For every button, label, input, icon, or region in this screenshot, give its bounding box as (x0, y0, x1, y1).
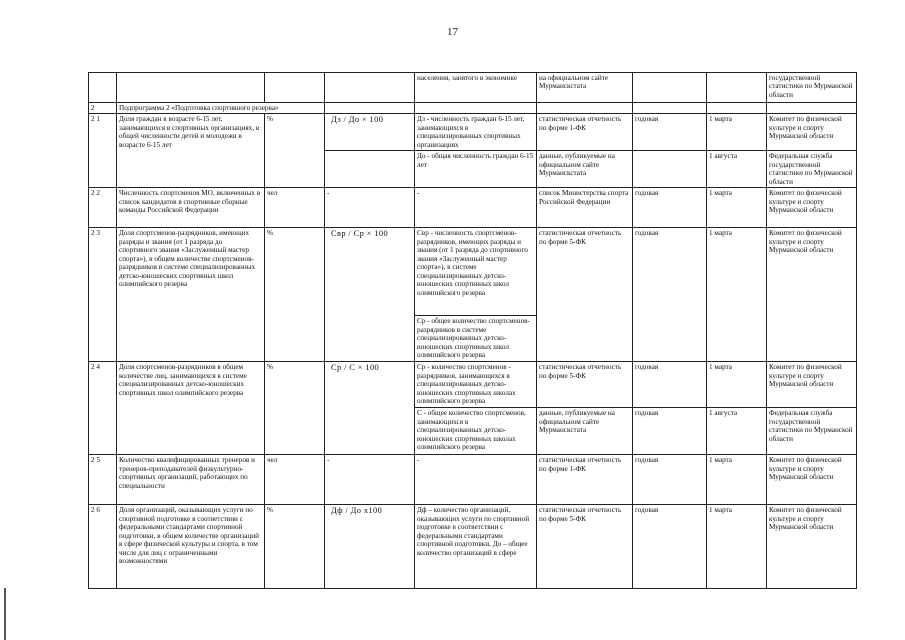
indicator-name: Доля спортсменов-разрядников, имеющих разряды и звания (от 1 разряда до спортивного звания «Заслуженный мастер спорта»), в общем количестве спортсменов-разрядников в системе специализированных детско-юношеских спортивных школ олимпийского резерва (117, 228, 265, 362)
row-number: 2 4 (89, 362, 117, 455)
source-cell: статистическая отчетность по форме 5-ФК (537, 505, 633, 589)
row-number: 2 1 (89, 114, 117, 188)
table-row (89, 73, 857, 103)
unit-cell: чел (265, 455, 325, 505)
table-row (89, 188, 857, 228)
period-cell: годовая (633, 228, 707, 362)
source-cell: статистическая отчетность по форме 1-ФК (537, 455, 633, 505)
date-cell: 1 марта (707, 362, 767, 408)
table-row (89, 455, 857, 505)
page-number: 17 (447, 26, 458, 38)
responsible-cell: государственной статистики по Мурманской области (767, 73, 857, 103)
date-cell: 1 марта (707, 114, 767, 151)
subprogram-title: Подпрограмма 2 «Подготовка спортивного резерва» (117, 103, 325, 114)
definition-cell: Свр - численность спортсменов-разрядников, имеющих разряды и звания (от 1 разряда до спортивного звания «Заслуженный мастер спорта»), в системе специализированных детско-юношеских спортивных школ олимпийского резерва (415, 228, 537, 316)
unit-cell: чел (265, 188, 325, 228)
period-cell: годовая (633, 408, 707, 455)
period-cell: годовая (633, 114, 707, 151)
indicator-name: Доля организаций, оказывающих услуги по спортивной подготовке в соответствии с федеральными стандартами спортивной подготовки, в общем количестве организаций в сфере физической культуры и спорта, в том числе для лиц с ограниченными возможностями (117, 505, 265, 589)
formula-cell: Ср / С × 100 (325, 362, 415, 455)
formula-cell: - (325, 455, 415, 505)
indicator-name: Количество квалифицированных тренеров и тренеров-преподавателей физкультурно-спортивных организаций, работающих по специальности (117, 455, 265, 505)
definition-cell: Дф – количество организаций, оказывающих услуги по спортивной подготовке в соответствии с федеральными стандартами спортивной подготовки, До – общее количество организаций в сфере (415, 505, 537, 589)
scan-edge-mark (4, 588, 6, 640)
period-cell: годовая (633, 505, 707, 589)
row-number: 2 2 (89, 188, 117, 228)
indicator-name: Численность спортсменов МО, включенных в список кандидатов в спортивные сборные команды Российской Федерации (117, 188, 265, 228)
formula-cell: Свр / Ср × 100 (325, 228, 415, 362)
indicator-table (88, 72, 857, 589)
responsible-cell: Федеральная служба государственной статистики по Мурманской области (767, 408, 857, 455)
unit-cell: % (265, 114, 325, 188)
source-cell: данные, публикуемые на официальном сайте Мурманскстата (537, 408, 633, 455)
definition-cell: - (415, 188, 537, 228)
source-cell: данные, публикуемые на официальном сайте Мурманскстата (537, 151, 633, 188)
formula-cell: Дф / До х100 (325, 505, 415, 589)
date-cell: 1 марта (707, 188, 767, 228)
source-cell: на официальном сайте Мурманскстата (537, 73, 633, 103)
date-cell: 1 августа (707, 151, 767, 188)
responsible-cell: Комитет по физической культуре и спорту Мурманской области (767, 362, 857, 408)
source-cell: статистическая отчетность по форме 1-ФК (537, 114, 633, 151)
source-cell: статистическая отчетность по форме 5-ФК (537, 228, 633, 362)
period-cell: годовая (633, 188, 707, 228)
definition-cell: Дз - численность граждан 6-15 лет, занимающихся в специализированных спортивных организациях (415, 114, 537, 151)
definition-cell: Ср - общее количество спортсменов-разрядников в системе специализированных детско-юношеских спортивных школ олимпийского резерва (415, 316, 537, 362)
responsible-cell: Федеральная служба государственной статистики по Мурманской области (767, 151, 857, 188)
definition-cell: - (415, 455, 537, 505)
source-cell: статистическая отчетность по форме 5-ФК (537, 362, 633, 408)
date-cell: 1 марта (707, 228, 767, 362)
responsible-cell: Комитет по физической культуре и спорту Мурманской области (767, 228, 857, 362)
row-number: 2 6 (89, 505, 117, 589)
period-cell: годовая (633, 362, 707, 408)
table-row (89, 362, 857, 408)
date-cell: 1 марта (707, 505, 767, 589)
table-row (89, 505, 857, 589)
formula-cell: - (325, 188, 415, 228)
source-cell: список Министерства спорта Российской Федерации (537, 188, 633, 228)
responsible-cell: Комитет по физической культуре и спорту Мурманской области (767, 114, 857, 151)
period-cell: годовая (633, 455, 707, 505)
definition-cell: С - общее количество спортсменов, занимающихся в специализированных детско-юношеских спортивных школах олимпийского резерва (415, 408, 537, 455)
definition-cell: населения, занятого в экономике (415, 73, 537, 103)
indicator-table-wrapper (88, 72, 857, 589)
indicator-name: Доля спортсменов-разрядников в общем количестве лиц, занимающихся в системе специализированных детско-юношеских спортивных школ олимпийского резерва (117, 362, 265, 455)
subprogram-row (89, 103, 857, 114)
indicator-name: Доля граждан в возрасте 6-15 лет, занимающихся в спортивных организациях, в общей численности детей и молодежи в возрасте 6-15 лет (117, 114, 265, 188)
responsible-cell: Комитет по физической культуре и спорту Мурманской области (767, 188, 857, 228)
definition-cell: Ср - количество спортсменов - разрядников, занимающихся в специализированных детско-юношеских спортивных школах олимпийского резерва (415, 362, 537, 408)
responsible-cell: Комитет по физической культуре и спорту Мурманской области (767, 455, 857, 505)
table-row (89, 228, 857, 316)
unit-cell: % (265, 362, 325, 455)
row-number: 2 3 (89, 228, 117, 362)
unit-cell: % (265, 228, 325, 362)
responsible-cell: Комитет по физической культуре и спорту Мурманской области (767, 505, 857, 589)
formula-cell: Дз / До × 100 (325, 114, 415, 151)
row-number: 2 (89, 103, 117, 114)
date-cell: 1 августа (707, 408, 767, 455)
period-cell (633, 151, 707, 188)
date-cell: 1 марта (707, 455, 767, 505)
definition-cell: До - общая численность граждан 6-15 лет (415, 151, 537, 188)
unit-cell: % (265, 505, 325, 589)
table-row (89, 114, 857, 151)
row-number: 2 5 (89, 455, 117, 505)
